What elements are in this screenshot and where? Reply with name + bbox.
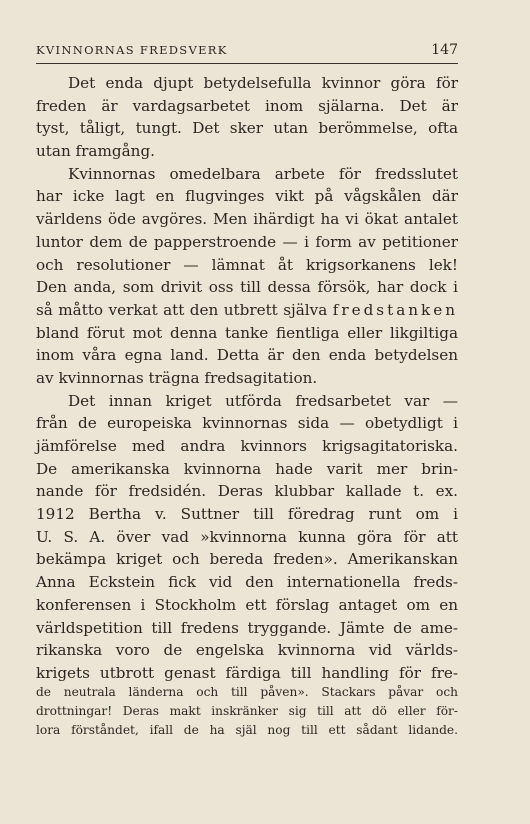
text-line: jämförelse med andra kvinnors krigsagitatoriska. [36,437,458,455]
header-rule [36,63,458,64]
footnote-line: drottningar! Deras makt inskränker sig till att dö eller för- [36,704,458,718]
text-line: bekämpa kriget och bereda freden». Amerikanskan [36,550,458,569]
text-line: luntor dem de papperstroende — i form av petitioner [36,232,458,251]
text-line: U. S. A. över vad »kvinnorna kunna göra för att [36,527,458,546]
text-line: nande för fredsidén. Deras klubbar kallade t. ex. [36,482,458,501]
text-line: Kvinnornas omedelbara arbete för fredsslutet [68,164,458,183]
text-line: De amerikanska kvinnorna hade varit mer brin- [36,459,458,478]
footnote-line: lora förståndet, ifall de ha själ nog till ett sådant lidande. [36,723,458,737]
text-line: freden är vardagsarbetet inom själarna. Det är [36,96,458,115]
body-text [36,72,458,685]
text-line: tyst, tåligt, tungt. Det sker utan berömmelse, ofta [36,119,458,138]
text-line: har icke lagt en flugvinges vikt på vågskålen där [36,187,458,206]
text-line: Det innan kriget utförda fredsarbetet var — [68,391,458,410]
text-segment: så måtto verkat att den utbrett själva [36,300,328,319]
text-line: från de europeiska kvinnornas sida — obetydligt i [36,414,458,433]
spaced-word: fredstanken [332,300,458,319]
text-line: bland förut mot denna tanke fientliga eller likgiltiga [36,323,458,342]
text-line: och resolutioner — lämnat åt krigsorkanens lek! [36,255,458,274]
running-title: KVINNORNAS FREDSVERK [36,43,228,57]
text-line [36,299,458,322]
text-line: utan framgång. [36,142,155,161]
text-line: Anna Eckstein fick vid den internationella freds- [36,573,458,592]
text-line: inom våra egna land. Detta är den enda betydelsen [36,346,458,365]
footnote-line: de neutrala länderna och till påven». Stackars påvar och [36,685,458,699]
text-line: 1912 Bertha v. Suttner till föredrag runt om i [36,505,458,524]
footnote [36,683,458,740]
text-line: världens öde avgöres. Men ihärdigt ha vi ökat antalet [36,210,458,229]
text-line: Det enda djupt betydelsefulla kvinnor göra för [68,74,458,92]
text-line: av kvinnornas trägna fredsagitation. [36,368,318,387]
text-line: världspetition till fredens tryggande. Jämte de ame- [36,618,458,637]
text-line: konferensen i Stockholm ett förslag antaget om en [36,595,458,614]
text-line: rikanska voro de engelska kvinnorna vid världs- [36,641,458,660]
text-line: krigets utbrott genast färdiga till handling för fre- [36,663,458,682]
page-number: 147 [431,42,458,58]
page-header [36,42,458,58]
text-line: Den anda, som drivit oss till dessa försök, har dock i [36,278,458,297]
